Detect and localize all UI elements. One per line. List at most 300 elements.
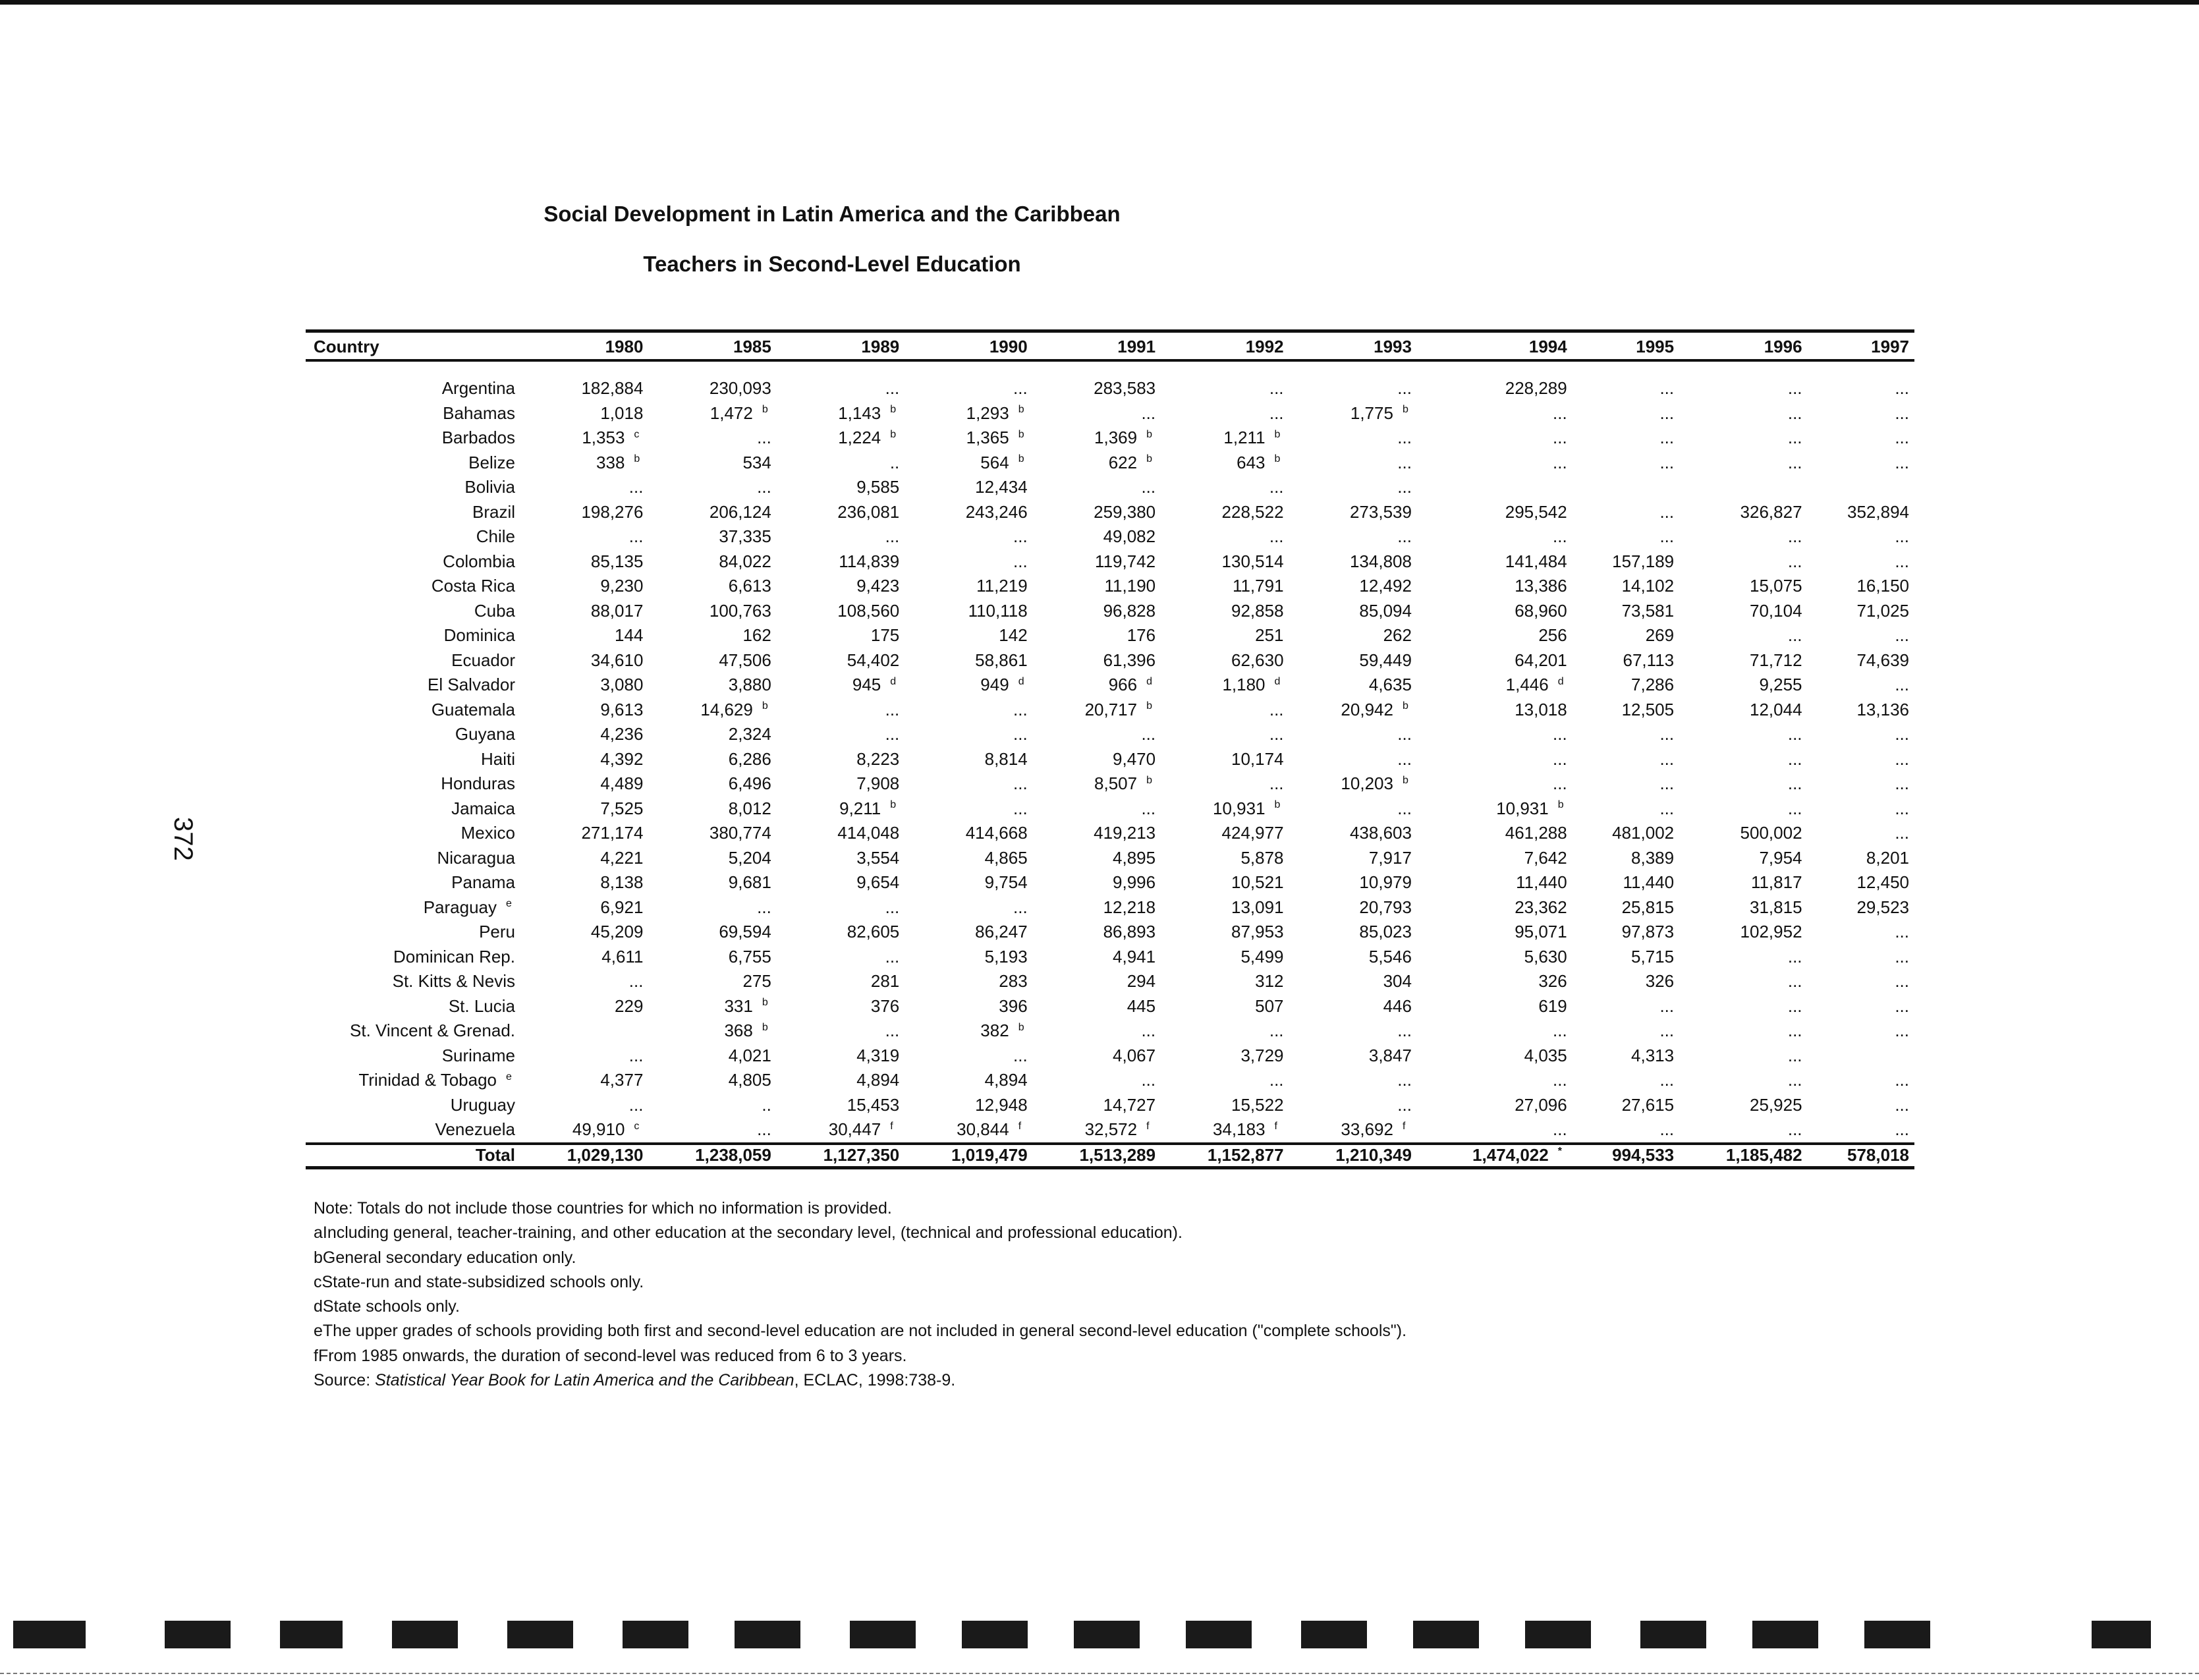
value-cell: 1,775 $^b$ bbox=[1350, 403, 1408, 423]
value-cell: 86,893 bbox=[1103, 922, 1156, 942]
value-cell: 157,189 bbox=[1612, 551, 1675, 571]
value-cell: 33,692 $^f$ bbox=[1341, 1119, 1406, 1140]
value-cell: ... bbox=[1895, 526, 1909, 547]
scan-edge-marks bbox=[0, 1621, 2199, 1673]
value-cell: 16,150 bbox=[1856, 576, 1909, 596]
total-row bbox=[306, 1144, 1914, 1168]
value-cell: 3,080 bbox=[600, 675, 644, 695]
value-cell: 9,681 bbox=[728, 872, 771, 893]
value-cell bbox=[1417, 475, 1573, 500]
value-cell: 1,019,479 bbox=[905, 1144, 1032, 1168]
value-cell: 380,774 bbox=[709, 823, 771, 843]
value-cell: 461,288 bbox=[1505, 823, 1567, 843]
value-cell: 84,022 bbox=[719, 551, 771, 571]
value-cell: ... bbox=[1659, 452, 1675, 472]
value-cell: 6,496 bbox=[728, 773, 771, 794]
value-cell: 82,605 bbox=[847, 922, 900, 942]
column-header-year: 1992 bbox=[1161, 331, 1289, 361]
value-cell: 4,067 bbox=[1113, 1045, 1156, 1065]
footnote-b: bGeneral secondary education only. bbox=[314, 1248, 576, 1267]
value-cell: 228,522 bbox=[1221, 501, 1284, 522]
value-cell: 30,447 $^f$ bbox=[828, 1119, 893, 1140]
table-header bbox=[306, 331, 1914, 361]
value-cell: 12,218 bbox=[1103, 897, 1156, 917]
value-cell: 96,828 bbox=[1103, 600, 1156, 621]
table-row bbox=[306, 1117, 1914, 1144]
value-cell: 67,113 bbox=[1623, 650, 1675, 670]
value-cell: ... bbox=[1895, 773, 1909, 794]
value-cell: ... bbox=[1895, 724, 1909, 744]
value-cell: 230,093 bbox=[709, 378, 771, 399]
value-cell: ... bbox=[1895, 452, 1909, 472]
value-cell: 47,506 bbox=[719, 650, 771, 670]
country-cell: Cuba bbox=[474, 600, 515, 621]
value-cell: 4,377 bbox=[600, 1070, 644, 1090]
table-row bbox=[306, 451, 1914, 476]
value-cell: ... bbox=[1787, 798, 1802, 818]
value-cell: ... bbox=[1553, 748, 1567, 769]
value-cell: ... bbox=[1659, 403, 1675, 423]
value-cell: ... bbox=[1553, 1119, 1567, 1140]
value-cell: 162 bbox=[742, 625, 771, 646]
value-cell bbox=[520, 1019, 648, 1044]
value-cell: ... bbox=[757, 1119, 771, 1140]
value-cell: ... bbox=[1553, 428, 1567, 448]
value-cell: 119,742 bbox=[1095, 551, 1156, 571]
value-cell: 100,763 bbox=[709, 600, 771, 621]
value-cell: 88,017 bbox=[590, 600, 644, 621]
value-cell: 134,808 bbox=[1349, 551, 1412, 571]
value-cell: ... bbox=[885, 378, 900, 399]
edge-mark bbox=[1301, 1621, 1367, 1648]
table-row bbox=[306, 920, 1914, 945]
value-cell: ... bbox=[628, 971, 644, 992]
edge-mark bbox=[962, 1621, 1028, 1648]
value-cell: 445 bbox=[1127, 995, 1156, 1016]
column-header-year: 1994 bbox=[1417, 331, 1573, 361]
edge-mark bbox=[623, 1621, 688, 1648]
value-cell: ... bbox=[1787, 748, 1802, 769]
edge-mark bbox=[280, 1621, 343, 1648]
value-cell: ... bbox=[1787, 551, 1802, 571]
value-cell: ... bbox=[1013, 526, 1028, 547]
value-cell: 14,102 bbox=[1621, 576, 1675, 596]
value-cell bbox=[1808, 1044, 1914, 1069]
value-cell: 27,096 bbox=[1515, 1094, 1567, 1115]
value-cell: 304 bbox=[1383, 971, 1412, 992]
value-cell: 271,174 bbox=[581, 823, 644, 843]
value-cell: ... bbox=[1013, 773, 1028, 794]
value-cell: 62,630 bbox=[1231, 650, 1284, 670]
value-cell: 69,594 bbox=[719, 922, 771, 942]
value-cell bbox=[1808, 475, 1914, 500]
value-cell: 243,246 bbox=[965, 501, 1028, 522]
value-cell: ... bbox=[1895, 551, 1909, 571]
table-row bbox=[306, 1068, 1914, 1093]
value-cell: ... bbox=[1141, 724, 1156, 744]
header-spacer bbox=[306, 360, 1914, 376]
value-cell: ... bbox=[1895, 403, 1909, 423]
value-cell: ... bbox=[1013, 378, 1028, 399]
value-cell: 87,953 bbox=[1231, 922, 1284, 942]
edge-mark bbox=[13, 1621, 86, 1648]
value-cell: ... bbox=[1895, 798, 1909, 818]
value-cell: ... bbox=[1269, 773, 1284, 794]
source-line bbox=[314, 1368, 1406, 1393]
value-cell: 438,603 bbox=[1349, 823, 1412, 843]
column-header-year: 1997 bbox=[1808, 331, 1914, 361]
value-cell: 71,025 bbox=[1856, 600, 1909, 621]
value-cell: 14,727 bbox=[1103, 1094, 1156, 1115]
value-cell: ... bbox=[1787, 403, 1802, 423]
value-cell: ... bbox=[1895, 995, 1909, 1016]
value-cell: 8,223 bbox=[856, 748, 900, 769]
value-cell: 34,183 $^f$ bbox=[1213, 1119, 1277, 1140]
value-cell: 1,369 $^b$ bbox=[1094, 428, 1153, 448]
value-cell: 8,507 $^b$ bbox=[1094, 773, 1153, 794]
value-cell: 141,484 bbox=[1505, 551, 1567, 571]
value-cell: 1,152,877 bbox=[1161, 1144, 1289, 1168]
value-cell: ... bbox=[1895, 823, 1909, 843]
value-cell: 1,029,130 bbox=[520, 1144, 648, 1168]
value-cell: 507 bbox=[1255, 995, 1284, 1016]
value-cell: 12,434 bbox=[975, 477, 1028, 497]
value-cell: 4,221 bbox=[600, 847, 644, 868]
value-cell: 4,865 bbox=[984, 847, 1028, 868]
value-cell: ... bbox=[1659, 1021, 1675, 1041]
value-cell: 74,639 bbox=[1856, 650, 1909, 670]
source-prefix: Source: bbox=[314, 1371, 376, 1390]
table-body bbox=[306, 376, 1914, 1167]
value-cell: 1,143 $^b$ bbox=[838, 403, 897, 423]
value-cell: 86,247 bbox=[975, 922, 1028, 942]
value-cell: 175 bbox=[870, 625, 900, 646]
value-cell: 446 bbox=[1383, 995, 1412, 1016]
value-cell: 13,018 bbox=[1515, 699, 1567, 719]
value-cell: 9,230 bbox=[600, 576, 644, 596]
value-cell: ... bbox=[1141, 477, 1156, 497]
value-cell: 102,952 bbox=[1740, 922, 1802, 942]
value-cell: 500,002 bbox=[1740, 823, 1802, 843]
value-cell: ... bbox=[1659, 798, 1675, 818]
value-cell: 9,211 $^b$ bbox=[839, 798, 897, 818]
value-cell: 64,201 bbox=[1515, 650, 1567, 670]
table-row bbox=[306, 426, 1914, 451]
value-cell: 9,613 bbox=[600, 699, 644, 719]
value-cell: 3,554 bbox=[856, 847, 900, 868]
table-row bbox=[306, 870, 1914, 895]
table-row bbox=[306, 1093, 1914, 1118]
table-row bbox=[306, 945, 1914, 970]
value-cell: 15,075 bbox=[1750, 576, 1802, 596]
value-cell: ... bbox=[1659, 1119, 1675, 1140]
value-cell: ... bbox=[885, 699, 900, 719]
value-cell: 269 bbox=[1645, 625, 1675, 646]
table-row bbox=[306, 599, 1914, 624]
value-cell: 481,002 bbox=[1612, 823, 1675, 843]
edge-mark bbox=[1525, 1621, 1591, 1648]
table-row bbox=[306, 623, 1914, 648]
value-cell: .. bbox=[889, 452, 900, 472]
value-cell: 1,127,350 bbox=[777, 1144, 905, 1168]
table-row bbox=[306, 969, 1914, 994]
value-cell: 12,505 bbox=[1621, 699, 1675, 719]
value-cell: 85,023 bbox=[1359, 922, 1412, 942]
footnote-f: fFrom 1985 onwards, the duration of second-level was reduced from 6 to 3 years. bbox=[314, 1346, 907, 1365]
value-cell: 11,190 bbox=[1104, 576, 1156, 596]
value-cell: 2,324 bbox=[728, 724, 771, 744]
value-cell: 1,211 $^b$ bbox=[1223, 428, 1281, 448]
country-cell: Bolivia bbox=[464, 477, 515, 497]
edge-mark bbox=[1864, 1621, 1930, 1648]
value-cell: 643 $^b$ bbox=[1237, 452, 1281, 472]
value-cell: 262 bbox=[1383, 625, 1412, 646]
value-cell: 4,313 bbox=[1631, 1045, 1675, 1065]
value-cell: 142 bbox=[999, 625, 1028, 646]
value-cell: ... bbox=[1013, 798, 1028, 818]
column-header-year: 1993 bbox=[1289, 331, 1417, 361]
value-cell: ... bbox=[1895, 748, 1909, 769]
value-cell: 14,629 $^b$ bbox=[700, 699, 768, 719]
value-cell: 11,440 bbox=[1516, 872, 1567, 893]
footnotes bbox=[314, 1196, 1406, 1393]
value-cell: 45,209 bbox=[590, 922, 644, 942]
value-cell: 4,392 bbox=[600, 748, 644, 769]
country-cell: Trinidad & Tobago $^e$ bbox=[358, 1070, 512, 1090]
value-cell: 5,204 bbox=[728, 847, 771, 868]
value-cell: 25,815 bbox=[1621, 897, 1675, 917]
value-cell: ... bbox=[1553, 773, 1567, 794]
value-cell: 1,180 $^d$ bbox=[1222, 675, 1281, 695]
value-cell: 8,012 bbox=[728, 798, 771, 818]
value-cell: 7,525 bbox=[600, 798, 644, 818]
value-cell: ... bbox=[1397, 477, 1412, 497]
value-cell: 20,942 $^b$ bbox=[1341, 699, 1408, 719]
table-row bbox=[306, 524, 1914, 549]
value-cell: ... bbox=[885, 526, 900, 547]
value-cell: 13,091 bbox=[1231, 897, 1284, 917]
value-cell: ... bbox=[628, 526, 644, 547]
value-cell: 37,335 bbox=[719, 526, 771, 547]
country-cell: Jamaica bbox=[451, 798, 515, 818]
value-cell: ... bbox=[1269, 699, 1284, 719]
footnote-a: aIncluding general, teacher-training, and other education at the secondary level, (technical and professional education). bbox=[314, 1223, 1183, 1243]
table-row bbox=[306, 895, 1914, 920]
value-cell: 1,018 bbox=[600, 403, 644, 423]
country-cell: Haiti bbox=[480, 748, 515, 769]
value-cell: 10,979 bbox=[1359, 872, 1412, 893]
column-header-year: 1980 bbox=[520, 331, 648, 361]
value-cell: 25,925 bbox=[1750, 1094, 1802, 1115]
value-cell: 994,533 bbox=[1573, 1144, 1679, 1168]
value-cell: ... bbox=[1269, 1021, 1284, 1041]
value-cell: ... bbox=[1787, 971, 1802, 992]
value-cell: ... bbox=[1659, 428, 1675, 448]
country-cell: Suriname bbox=[441, 1045, 515, 1065]
table-row bbox=[306, 549, 1914, 574]
source-title: Statistical Year Book for Latin America and the Caribbean bbox=[375, 1371, 794, 1390]
country-cell: Barbados bbox=[441, 428, 515, 448]
value-cell: ... bbox=[757, 897, 771, 917]
value-cell: ... bbox=[1397, 798, 1412, 818]
value-cell: 4,894 bbox=[984, 1070, 1028, 1090]
country-cell: Peru bbox=[479, 922, 515, 942]
country-cell: St. Lucia bbox=[448, 995, 515, 1016]
value-cell: 414,668 bbox=[965, 823, 1028, 843]
table-row bbox=[306, 475, 1914, 500]
value-cell: 13,136 bbox=[1856, 699, 1909, 719]
value-cell: 11,440 bbox=[1623, 872, 1675, 893]
value-cell: ... bbox=[1659, 501, 1675, 522]
value-cell: 29,523 bbox=[1856, 897, 1909, 917]
value-cell: ... bbox=[1787, 724, 1802, 744]
edge-mark bbox=[1186, 1621, 1252, 1648]
value-cell: ... bbox=[1787, 946, 1802, 966]
value-cell: 176 bbox=[1127, 625, 1156, 646]
value-cell: ... bbox=[1895, 1119, 1909, 1140]
value-cell: ... bbox=[1553, 1021, 1567, 1041]
value-cell: 1,224 $^b$ bbox=[838, 428, 897, 448]
value-cell: 34,610 bbox=[590, 650, 644, 670]
table-row bbox=[306, 722, 1914, 747]
value-cell: 424,977 bbox=[1221, 823, 1284, 843]
value-cell: 27,615 bbox=[1621, 1094, 1675, 1115]
value-cell: ... bbox=[1269, 526, 1284, 547]
value-cell: 4,941 bbox=[1113, 946, 1156, 966]
value-cell: 12,450 bbox=[1856, 872, 1909, 893]
page-number: 372 bbox=[169, 817, 198, 861]
value-cell: 312 bbox=[1255, 971, 1284, 992]
edge-mark bbox=[735, 1621, 800, 1648]
value-cell: 414,048 bbox=[837, 823, 900, 843]
value-cell: 1,513,289 bbox=[1033, 1144, 1161, 1168]
value-cell: 10,174 bbox=[1231, 748, 1284, 769]
value-cell: 85,135 bbox=[590, 551, 644, 571]
value-cell: ... bbox=[1553, 403, 1567, 423]
value-cell: ... bbox=[1895, 946, 1909, 966]
value-cell: 6,755 bbox=[728, 946, 771, 966]
table-row bbox=[306, 1044, 1914, 1069]
value-cell: ... bbox=[1269, 477, 1284, 497]
table-row bbox=[306, 648, 1914, 673]
value-cell: 20,717 $^b$ bbox=[1084, 699, 1153, 719]
value-cell: 68,960 bbox=[1515, 600, 1567, 621]
value-cell: ... bbox=[1895, 625, 1909, 646]
value-cell: 31,815 bbox=[1750, 897, 1802, 917]
value-cell: 945 $^d$ bbox=[852, 675, 897, 695]
table-row bbox=[306, 747, 1914, 772]
value-cell: 59,449 bbox=[1359, 650, 1412, 670]
value-cell: 7,917 bbox=[1368, 847, 1412, 868]
value-cell: 85,094 bbox=[1359, 600, 1412, 621]
value-cell: 4,489 bbox=[600, 773, 644, 794]
country-cell: Honduras bbox=[441, 773, 515, 794]
value-cell: 4,021 bbox=[728, 1045, 771, 1065]
value-cell: ... bbox=[1397, 526, 1412, 547]
value-cell: 5,546 bbox=[1368, 946, 1412, 966]
country-cell: St. Kitts & Nevis bbox=[392, 971, 515, 992]
value-cell: ... bbox=[1895, 675, 1909, 695]
value-cell: ... bbox=[1659, 773, 1675, 794]
value-cell: ... bbox=[1553, 724, 1567, 744]
value-cell: ... bbox=[1787, 625, 1802, 646]
value-cell: ... bbox=[757, 428, 771, 448]
source-suffix: , ECLAC, 1998:738-9. bbox=[794, 1371, 956, 1390]
country-cell: Dominican Rep. bbox=[393, 946, 515, 966]
table-row bbox=[306, 771, 1914, 797]
value-cell: ... bbox=[1013, 724, 1028, 744]
value-cell: ... bbox=[1787, 1021, 1802, 1041]
value-cell: 326 bbox=[1538, 971, 1567, 992]
edge-mark bbox=[392, 1621, 458, 1648]
value-cell: ... bbox=[1787, 995, 1802, 1016]
value-cell: 9,754 bbox=[984, 872, 1028, 893]
country-cell: Argentina bbox=[441, 378, 515, 399]
value-cell: ... bbox=[1141, 1070, 1156, 1090]
value-cell: ... bbox=[885, 1021, 900, 1041]
value-cell: ... bbox=[1141, 403, 1156, 423]
value-cell: 326 bbox=[1645, 971, 1675, 992]
country-cell: Ecuador bbox=[451, 650, 515, 670]
table-row bbox=[306, 846, 1914, 871]
value-cell: 229 bbox=[615, 995, 644, 1016]
value-cell: ... bbox=[1141, 1021, 1156, 1041]
value-cell: 11,791 bbox=[1232, 576, 1284, 596]
value-cell: 11,219 bbox=[976, 576, 1028, 596]
note-totals: Note: Totals do not include those countries for which no information is provided. bbox=[314, 1199, 892, 1218]
value-cell: 71,712 bbox=[1750, 650, 1802, 670]
value-cell: 7,286 bbox=[1631, 675, 1675, 695]
footnote-e: eThe upper grades of schools providing both first and second-level education are not included in general second-level education ("complete schools"). bbox=[314, 1322, 1407, 1341]
table-row bbox=[306, 574, 1914, 599]
value-cell: 7,954 bbox=[1759, 847, 1802, 868]
value-cell: ... bbox=[1659, 378, 1675, 399]
value-cell: ... bbox=[885, 897, 900, 917]
value-cell: 259,380 bbox=[1094, 501, 1156, 522]
value-cell: 1,210,349 bbox=[1289, 1144, 1417, 1168]
value-cell: 8,138 bbox=[600, 872, 644, 893]
value-cell: 12,044 bbox=[1750, 699, 1802, 719]
value-cell: 73,581 bbox=[1621, 600, 1675, 621]
value-cell: 4,319 bbox=[856, 1045, 900, 1065]
value-cell: 5,715 bbox=[1631, 946, 1675, 966]
value-cell: ... bbox=[1397, 378, 1412, 399]
value-cell: ... bbox=[1895, 378, 1909, 399]
value-cell: 1,353 $^c$ bbox=[582, 428, 640, 448]
value-cell: 198,276 bbox=[581, 501, 644, 522]
value-cell: 10,203 $^b$ bbox=[1341, 773, 1408, 794]
value-cell: ... bbox=[1397, 428, 1412, 448]
country-cell: Uruguay bbox=[450, 1094, 515, 1115]
value-cell: ... bbox=[1895, 428, 1909, 448]
value-cell: 182,884 bbox=[581, 378, 644, 399]
value-cell: ... bbox=[1141, 798, 1156, 818]
value-cell: 5,499 bbox=[1240, 946, 1284, 966]
value-cell: 295,542 bbox=[1505, 501, 1567, 522]
value-cell: 283 bbox=[999, 971, 1028, 992]
scan-edge-line bbox=[0, 1673, 2199, 1674]
value-cell: 273,539 bbox=[1349, 501, 1412, 522]
footnote-c: cState-run and state-subsidized schools only. bbox=[314, 1272, 644, 1291]
value-cell: 4,035 bbox=[1524, 1045, 1567, 1065]
value-cell: ... bbox=[1895, 971, 1909, 992]
value-cell: 3,847 bbox=[1368, 1045, 1412, 1065]
value-cell: ... bbox=[628, 1045, 644, 1065]
value-cell: 6,613 bbox=[728, 576, 771, 596]
value-cell: 206,124 bbox=[709, 501, 771, 522]
value-cell: ... bbox=[628, 1094, 644, 1115]
value-cell: ... bbox=[1787, 773, 1802, 794]
